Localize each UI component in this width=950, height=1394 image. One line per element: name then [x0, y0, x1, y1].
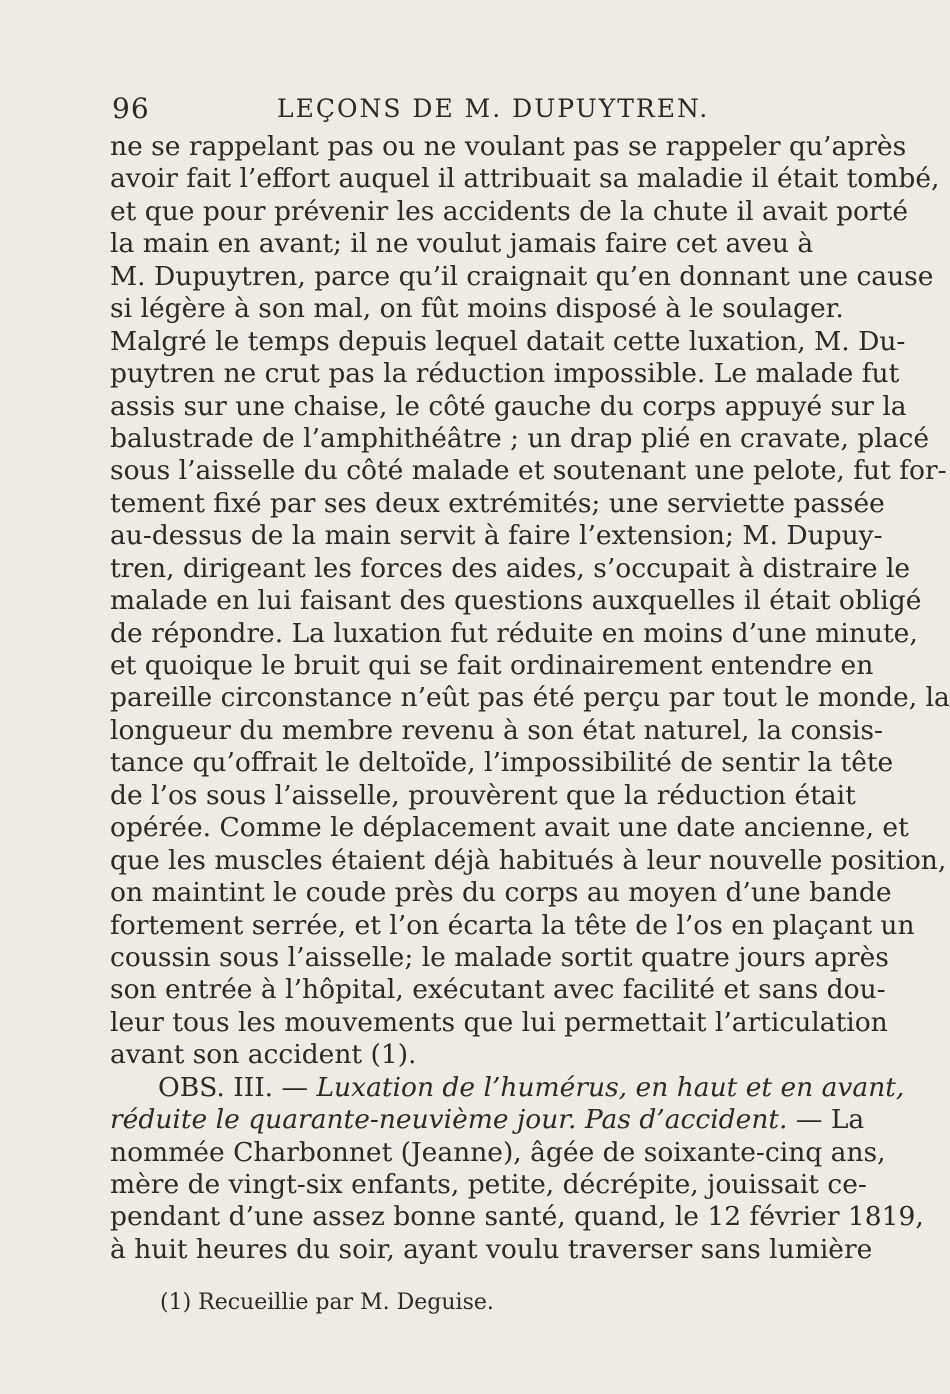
text-line: opérée. Comme le déplacement avait une date ancienne, et: [110, 812, 909, 844]
running-title: LEÇONS DE M. DUPUYTREN.: [277, 94, 710, 123]
text-line: ne se rappelant pas ou ne voulant pas se rappeler qu’après: [110, 131, 907, 162]
text-line: avoir fait l’effort auquel il attribuait sa maladie il était tombé,: [110, 163, 940, 195]
text-line: assis sur une chaise, le côté gauche du corps appuyé sur la: [110, 390, 907, 422]
text-line: au-dessus de la main servit à faire l’extension; M. Dupuy-: [110, 520, 883, 552]
text-line: tance qu’offrait le deltoïde, l’impossibilité de sentir la tête: [110, 747, 894, 779]
footnote: (1) Recueillie par M. Deguise.: [160, 1290, 494, 1315]
text-line: pendant d’une assez bonne santé, quand, le 12 février 1819,: [110, 1201, 924, 1233]
running-head: [112, 92, 772, 126]
text-line: de répondre. La luxation fut réduite en moins d’une minute,: [110, 617, 918, 649]
text-line: son entrée à l’hôpital, exécutant avec facilité et sans dou-: [110, 974, 886, 1006]
text-line: si légère à son mal, on fût moins disposé à le soulager.: [110, 293, 844, 325]
body-text: [110, 131, 950, 1266]
text-line: mère de vingt-six enfants, petite, décrépite, jouissait ce-: [110, 1169, 867, 1200]
text-line: que les muscles étaient déjà habitués à leur nouvelle position,: [110, 844, 947, 876]
observation-subtitle-line: [110, 1104, 865, 1136]
text-line: on maintint le coude près du corps au moyen d’une bande: [110, 877, 892, 909]
text-line: puytren ne crut pas la réduction impossible. Le malade fut: [110, 358, 900, 390]
text-line: et quoique le bruit qui se fait ordinairement entendre en: [110, 650, 874, 681]
observation-subtitle: réduite le quarante-neuvième jour. Pas d’accident.: [110, 1104, 788, 1136]
text-line: tement fixé par ses deux extrémités; une serviette passée: [110, 487, 885, 519]
observation-subtitle-rest: — La: [795, 1104, 865, 1136]
text-line: M. Dupuytren, parce qu’il craignait qu’en donnant une cause: [110, 260, 934, 292]
text-line: coussin sous l’aisselle; le malade sortit quatre jours après: [110, 941, 889, 973]
text-line: la main en avant; il ne voulut jamais faire cet aveu à: [110, 228, 814, 260]
text-line: tren, dirigeant les forces des aides, s’occupait à distraire le: [110, 552, 911, 584]
text-line: sous l’aisselle du côté malade et soutenant une pelote, fut for-: [110, 455, 947, 487]
text-line: malade en lui faisant des questions auxquelles il était obligé: [110, 585, 922, 617]
observation-heading-line: [110, 1071, 905, 1104]
text-line: fortement serrée, et l’on écarta la tête de l’os en plaçant un: [110, 909, 915, 941]
text-line: balustrade de l’amphithéâtre ; un drap plié en cravate, placé: [110, 422, 930, 454]
text-line: Malgré le temps depuis lequel datait cette luxation, M. Du-: [110, 325, 906, 357]
page-number: 96: [112, 92, 150, 125]
observation-label: OBS. III. —: [158, 1071, 309, 1103]
text-line: leur tous les mouvements que lui permettait l’articulation: [110, 1006, 888, 1038]
text-line: nommée Charbonnet (Jeanne), âgée de soixante-cinq ans,: [110, 1136, 886, 1168]
text-line: avant son accident (1).: [110, 1039, 417, 1071]
text-line: et que pour prévenir les accidents de la chute il avait porté: [110, 195, 909, 227]
text-line: pareille circonstance n’eût pas été perçu par tout le monde, la: [110, 682, 950, 714]
text-line: de l’os sous l’aisselle, prouvèrent que la réduction était: [110, 779, 856, 811]
text-line: longueur du membre revenu à son état naturel, la consis-: [110, 714, 883, 746]
text-line: à huit heures du soir, ayant voulu traverser sans lumière: [110, 1233, 873, 1265]
observation-title: Luxation de l’humérus, en haut et en avant,: [316, 1071, 905, 1103]
